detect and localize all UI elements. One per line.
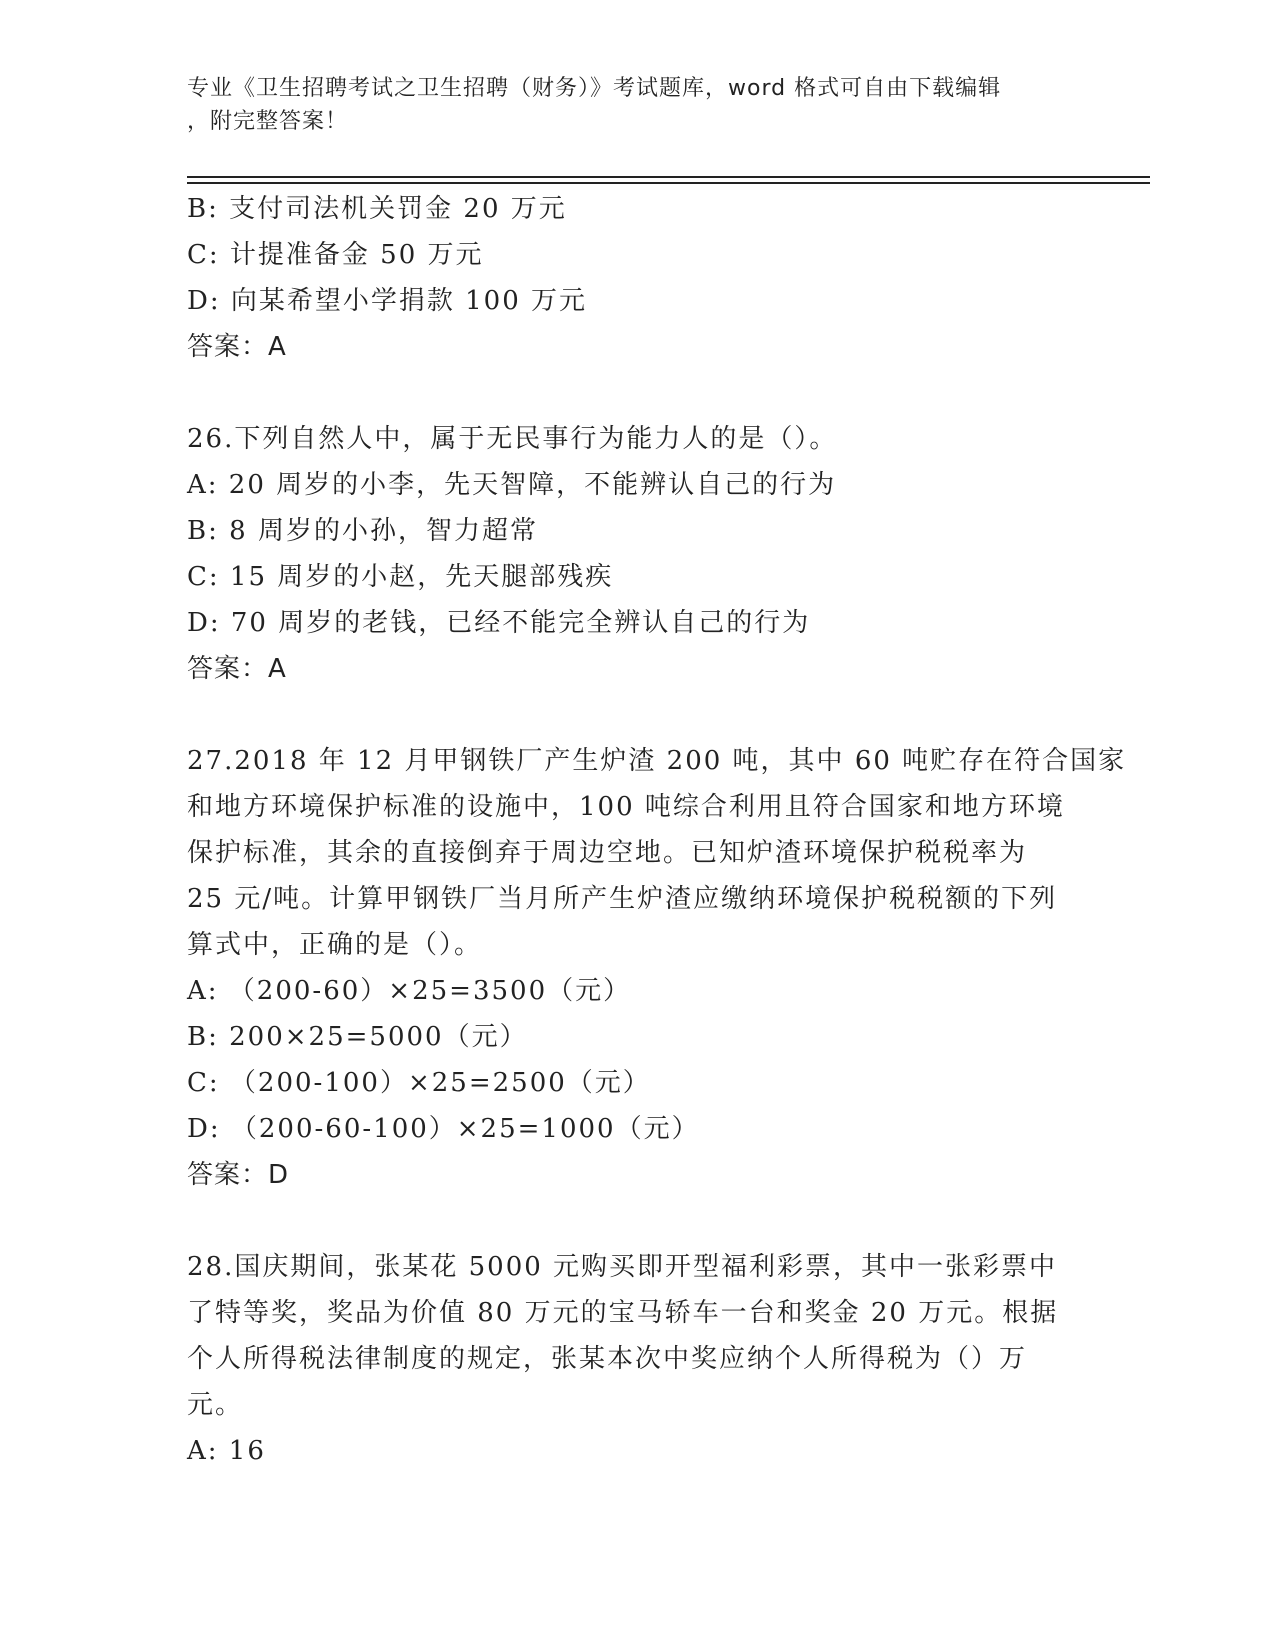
answer-label: 答案：D [187,1160,290,1190]
option-d: D: （200-60-100）×25=1000（元） [187,1114,700,1144]
question-stem: 26.下列自然人中，属于无民事行为能力人的是（）。 [187,424,838,454]
document-header [187,72,1067,138]
question-stem-line: 了特等奖，奖品为价值 80 万元的宝马轿车一台和奖金 20 万元。根据 [187,1298,1059,1328]
question-stem-line: 元。 [187,1390,244,1420]
option-d: D: 向某希望小学捐款 100 万元 [187,286,588,316]
option-c: C: 15 周岁的小赵，先天腿部残疾 [187,562,614,592]
question-content [187,186,1127,1474]
question-stem-line: 算式中，正确的是（）。 [187,930,483,960]
header-divider-top [187,176,1150,178]
question-stem-line: 保护标准，其余的直接倒弃于周边空地。已知炉渣环境保护税税率为 [187,838,1028,868]
question-stem-line: 28.国庆期间，张某花 5000 元购买即开型福利彩票，其中一张彩票中 [187,1252,1058,1282]
question-25-block [187,186,1087,370]
option-c: C: 计提准备金 50 万元 [187,240,484,270]
question-27-block [187,738,1127,1198]
header-divider-bottom [187,182,1150,184]
option-a: A: （200-60）×25=3500（元） [187,976,632,1006]
option-a: A: 20 周岁的小李，先天智障，不能辨认自己的行为 [187,470,837,500]
question-26-block [187,416,1087,692]
option-d: D: 70 周岁的老钱，已经不能完全辨认自己的行为 [187,608,811,638]
spacer [187,370,1087,416]
option-c: C: （200-100）×25=2500（元） [187,1068,651,1098]
option-a: A: 16 [187,1436,266,1466]
header-title-line-1: 专业《卫生招聘考试之卫生招聘（财务）》考试题库，word 格式可自由下载编辑 [187,76,1002,101]
option-b: B: 200×25=5000（元） [187,1022,528,1052]
question-stem-line: 个人所得税法律制度的规定，张某本次中奖应纳个人所得税为（）万 [187,1344,1028,1374]
option-b: B: 支付司法机关罚金 20 万元 [187,194,567,224]
header-title-line-2: ，附完整答案！ [187,109,349,134]
question-stem-line: 25 元/吨。计算甲钢铁厂当月所产生炉渣应缴纳环境保护税税额的下列 [187,884,1058,914]
question-stem-line: 27.2018 年 12 月甲钢铁厂产生炉渣 200 吨，其中 60 吨贮存在符合国家 [187,746,1127,776]
answer-label: 答案：A [187,654,287,684]
question-28-block [187,1244,1087,1474]
question-stem-line: 和地方环境保护标准的设施中，100 吨综合利用且符合国家和地方环境 [187,792,1065,822]
option-b: B: 8 周岁的小孙，智力超常 [187,516,538,546]
answer-label: 答案：A [187,332,287,362]
spacer [187,1198,1087,1244]
spacer [187,692,1087,738]
